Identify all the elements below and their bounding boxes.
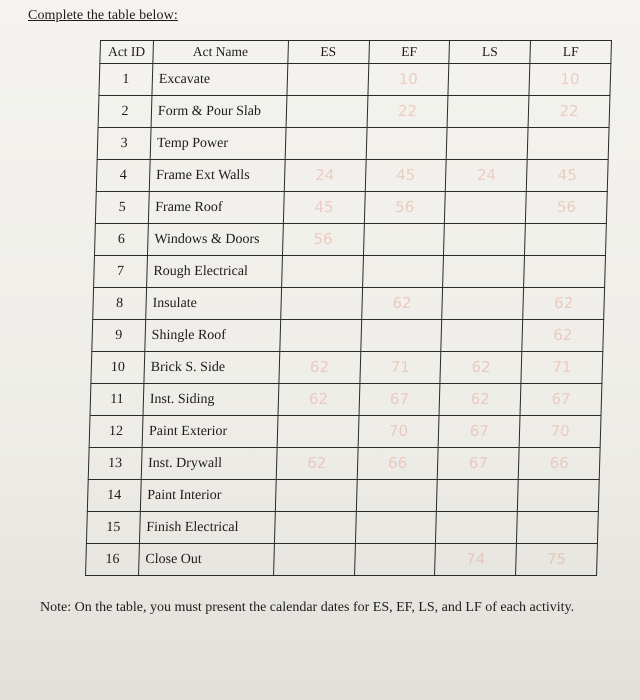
es-cell — [286, 96, 368, 128]
act-id-cell: 3 — [97, 128, 151, 160]
ls-cell — [438, 448, 520, 480]
handwritten-faint-value: 67 — [468, 454, 489, 472]
act-name-cell: Paint Exterior — [142, 416, 278, 448]
table-row — [90, 384, 602, 416]
handwritten-faint-value: 74 — [465, 550, 486, 568]
act-id-cell: 12 — [89, 416, 143, 448]
lf-cell — [522, 320, 604, 352]
ef-cell — [367, 96, 449, 128]
act-name-cell: Form & Pour Slab — [151, 96, 287, 128]
table-row — [86, 544, 598, 576]
ls-cell — [446, 128, 528, 160]
ls-cell — [439, 384, 521, 416]
table-row — [92, 320, 604, 352]
lf-cell — [518, 448, 600, 480]
ef-cell — [359, 384, 441, 416]
ef-cell — [360, 320, 442, 352]
header-ef: EF — [368, 41, 449, 64]
handwritten-faint-value: 22 — [397, 102, 418, 120]
handwritten-faint-value: 56 — [313, 230, 333, 248]
act-id-cell: 15 — [86, 512, 140, 544]
act-name-cell: Close Out — [138, 544, 274, 576]
lf-cell — [523, 288, 605, 320]
ef-cell — [355, 512, 437, 544]
act-id-cell: 6 — [94, 224, 148, 256]
lf-cell — [525, 224, 607, 256]
es-cell — [284, 160, 366, 192]
act-name-cell: Paint Interior — [140, 480, 276, 512]
table-row — [97, 128, 609, 160]
ls-cell — [446, 160, 528, 192]
ls-cell — [437, 480, 519, 512]
handwritten-faint-value: 75 — [546, 550, 567, 568]
table-row — [94, 256, 606, 288]
es-cell — [278, 384, 360, 416]
act-name-cell: Temp Power — [150, 128, 286, 160]
table-row — [96, 160, 608, 192]
ef-cell — [364, 192, 446, 224]
es-cell — [279, 320, 361, 352]
ls-cell — [448, 64, 530, 96]
table-row — [99, 64, 611, 96]
ls-cell — [438, 416, 520, 448]
act-id-cell: 9 — [92, 320, 146, 352]
lf-cell — [527, 128, 609, 160]
lf-cell — [519, 416, 601, 448]
header-lf: LF — [530, 41, 612, 64]
ls-cell — [436, 512, 518, 544]
act-id-cell: 7 — [94, 256, 148, 288]
act-id-cell: 2 — [98, 96, 152, 128]
act-name-cell: Finish Electrical — [139, 512, 275, 544]
act-name-cell: Excavate — [152, 64, 288, 96]
ef-cell — [354, 544, 436, 576]
table-row — [98, 96, 610, 128]
ls-cell — [444, 224, 526, 256]
ef-cell — [357, 448, 439, 480]
es-cell — [276, 448, 358, 480]
es-cell — [281, 256, 363, 288]
ls-cell — [440, 352, 522, 384]
es-cell — [287, 64, 369, 96]
lf-cell — [520, 384, 602, 416]
act-id-cell: 1 — [99, 64, 153, 96]
table-note: Note: On the table, you must present the calendar dates for ES, EF, LS, and LF of each activity. — [40, 600, 575, 615]
activity-table — [85, 40, 612, 576]
table-row — [94, 224, 606, 256]
es-cell — [282, 224, 364, 256]
handwritten-faint-value: 71 — [552, 358, 572, 376]
handwritten-faint-value: 67 — [469, 422, 490, 440]
table-row — [86, 512, 598, 544]
act-name-cell: Windows & Doors — [147, 224, 283, 256]
page-heading: Complete the table below: — [28, 8, 178, 23]
table-header-row — [100, 41, 612, 64]
handwritten-faint-value: 45 — [395, 166, 416, 184]
handwritten-faint-value: 62 — [553, 326, 573, 344]
ls-cell — [447, 96, 529, 128]
table-row — [91, 352, 603, 384]
ls-cell — [442, 288, 524, 320]
table-row — [95, 192, 607, 224]
act-name-cell: Frame Roof — [148, 192, 284, 224]
handwritten-faint-value: 10 — [560, 70, 580, 88]
table-row — [89, 416, 601, 448]
handwritten-faint-value: 22 — [559, 102, 579, 120]
lf-cell — [528, 96, 610, 128]
es-cell — [280, 288, 362, 320]
handwritten-faint-value: 67 — [389, 390, 410, 408]
handwritten-faint-value: 56 — [556, 198, 577, 216]
act-name-cell: Rough Electrical — [146, 256, 282, 288]
act-id-cell: 16 — [86, 544, 140, 576]
act-id-cell: 11 — [90, 384, 144, 416]
ef-cell — [356, 480, 438, 512]
lf-cell — [524, 256, 606, 288]
ls-cell — [445, 192, 527, 224]
act-name-cell: Shingle Roof — [145, 320, 281, 352]
ls-cell — [435, 544, 517, 576]
act-name-cell: Brick S. Side — [144, 352, 280, 384]
es-cell — [279, 352, 361, 384]
ls-cell — [441, 320, 523, 352]
handwritten-faint-value: 24 — [476, 166, 497, 184]
ef-cell — [363, 224, 445, 256]
act-id-cell: 5 — [95, 192, 149, 224]
handwritten-faint-value: 62 — [308, 390, 329, 408]
handwritten-faint-value: 45 — [557, 166, 578, 184]
lf-cell — [521, 352, 603, 384]
es-cell — [273, 544, 355, 576]
lf-cell — [529, 64, 611, 96]
handwritten-faint-value: 56 — [394, 198, 415, 216]
header-ls: LS — [449, 41, 530, 64]
act-name-cell: Inst. Siding — [143, 384, 279, 416]
act-name-cell: Frame Ext Walls — [149, 160, 285, 192]
act-id-cell: 8 — [93, 288, 147, 320]
ef-cell — [359, 352, 441, 384]
act-name-cell: Insulate — [146, 288, 282, 320]
handwritten-faint-value: 67 — [551, 390, 571, 408]
table-body — [86, 64, 611, 576]
handwritten-faint-value: 10 — [398, 70, 419, 88]
ef-cell — [361, 288, 443, 320]
lf-cell — [525, 192, 607, 224]
handwritten-faint-value: 24 — [315, 166, 335, 184]
handwritten-faint-value: 71 — [390, 358, 411, 376]
table-row — [88, 448, 600, 480]
lf-cell — [517, 512, 599, 544]
es-cell — [283, 192, 365, 224]
act-id-cell: 10 — [91, 352, 145, 384]
act-id-cell: 4 — [96, 160, 150, 192]
header-es: ES — [288, 41, 369, 64]
act-id-cell: 14 — [87, 480, 141, 512]
es-cell — [285, 128, 367, 160]
header-act-id: Act ID — [100, 41, 154, 64]
lf-cell — [516, 544, 598, 576]
handwritten-faint-value: 62 — [470, 390, 490, 408]
es-cell — [275, 480, 357, 512]
handwritten-faint-value: 62 — [392, 294, 412, 312]
ef-cell — [362, 256, 444, 288]
handwritten-faint-value: 62 — [309, 358, 330, 376]
table-row — [87, 480, 599, 512]
lf-cell — [526, 160, 608, 192]
act-id-cell: 13 — [88, 448, 142, 480]
ls-cell — [443, 256, 525, 288]
act-name-cell: Inst. Drywall — [141, 448, 277, 480]
header-act-name: Act Name — [153, 41, 288, 64]
es-cell — [277, 416, 359, 448]
handwritten-faint-value: 66 — [549, 454, 570, 472]
es-cell — [274, 512, 356, 544]
ef-cell — [365, 160, 447, 192]
handwritten-faint-value: 70 — [550, 422, 570, 440]
handwritten-faint-value: 66 — [387, 454, 408, 472]
handwritten-faint-value: 62 — [553, 294, 574, 312]
table-row — [93, 288, 605, 320]
lf-cell — [517, 480, 599, 512]
handwritten-faint-value: 62 — [306, 454, 327, 472]
handwritten-faint-value: 70 — [388, 422, 409, 440]
ef-cell — [366, 128, 448, 160]
ef-cell — [367, 64, 449, 96]
ef-cell — [358, 416, 440, 448]
handwritten-faint-value: 62 — [471, 358, 491, 376]
handwritten-faint-value: 45 — [314, 198, 334, 216]
